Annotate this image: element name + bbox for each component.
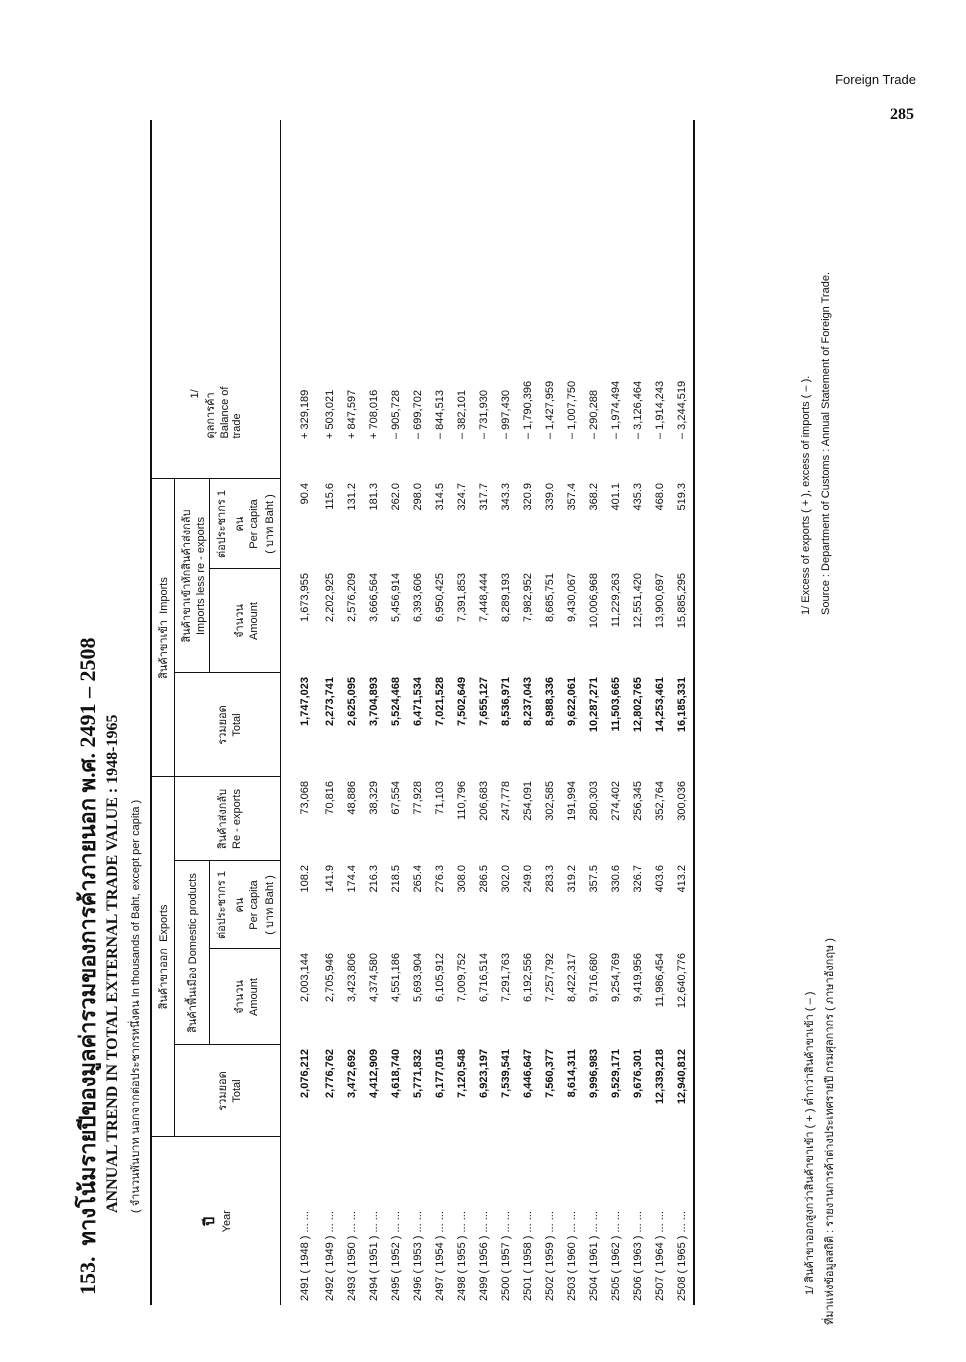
cell-year: 2502 ( 1959 ) ... ... bbox=[544, 1211, 556, 1301]
source-thai: ที่มาแห่งข้อมูลสถิติ : รายงานการค้าต่างประเทศรายปี กรมศุลกากร ( ภาษาอังกฤษ ) bbox=[824, 938, 836, 1325]
table-row bbox=[363, 120, 385, 1305]
cell-dom-amount: 8,422,317 bbox=[566, 953, 578, 1002]
table-body bbox=[281, 120, 695, 1305]
table-row bbox=[473, 120, 495, 1305]
cell-year: 2491 ( 1948 ) ... ... bbox=[299, 1211, 311, 1301]
cell-iml-pc: 314.5 bbox=[434, 483, 446, 511]
cell-iml-pc: 320.9 bbox=[522, 483, 534, 511]
cell-reexp: 70,816 bbox=[324, 781, 336, 815]
exports-header-th: สินค้าขาออก bbox=[158, 948, 170, 1010]
reexports-header-th: สินค้าส่งกลับ bbox=[216, 788, 229, 850]
table-row bbox=[281, 120, 320, 1305]
cell-dom-pc: 265.4 bbox=[412, 865, 424, 893]
cell-dom-amount: 9,716,680 bbox=[588, 953, 600, 1002]
cell-imp-total: 1,747,023 bbox=[299, 677, 311, 726]
cell-imp-total: 6,471,534 bbox=[412, 677, 424, 726]
exports-header bbox=[151, 777, 175, 1137]
table-number: 153. bbox=[75, 1256, 100, 1295]
cell-dom-amount: 6,105,912 bbox=[434, 953, 446, 1002]
cell-imp-total: 7,021,528 bbox=[434, 677, 446, 726]
dom-per-capita-en: Per capita bbox=[248, 880, 260, 930]
cell-reexp: 77,928 bbox=[412, 781, 424, 815]
cell-iml-amount: 8,685,751 bbox=[544, 573, 556, 622]
imports-less-header-en: Imports less re - exports bbox=[195, 517, 207, 635]
cell-imp-total: 2,625,095 bbox=[346, 677, 358, 726]
imports-header-th: สินค้าขาเข้า bbox=[158, 619, 170, 679]
cell-reexp: 206,683 bbox=[478, 781, 490, 821]
cell-reexp: 256,345 bbox=[632, 781, 644, 821]
cell-dom-pc: 308.0 bbox=[456, 865, 468, 893]
imports-header-en: Imports bbox=[158, 577, 170, 614]
cell-exp-total: 12,339,218 bbox=[654, 1049, 666, 1105]
table-row bbox=[319, 120, 341, 1305]
cell-iml-pc: 339.0 bbox=[544, 483, 556, 511]
cell-iml-amount: 9,430,067 bbox=[566, 573, 578, 622]
cell-iml-pc: 298.0 bbox=[412, 483, 424, 511]
cell-dom-amount: 2,003,144 bbox=[299, 953, 311, 1002]
cell-imp-total: 7,502,649 bbox=[456, 677, 468, 726]
cell-balance: – 3,126,464 bbox=[632, 380, 644, 439]
cell-year: 2505 ( 1962 ) ... ... bbox=[610, 1211, 622, 1301]
domestic-header-en: Domestic products bbox=[187, 873, 199, 965]
imports-total-en: Total bbox=[230, 713, 243, 737]
cell-year: 2508 ( 1965 ) ... ... bbox=[676, 1211, 688, 1301]
cell-iml-amount: 8,289,193 bbox=[500, 573, 512, 622]
table-row bbox=[627, 120, 649, 1305]
cell-imp-total: 5,524,468 bbox=[390, 677, 402, 726]
cell-reexp: 38,329 bbox=[368, 781, 380, 815]
cell-imp-total: 7,655,127 bbox=[478, 677, 490, 726]
unit-note: ( จำนวนพันบาท นอกจากต่อประชากรหนึ่งคน In thousands of Baht, except per capita ) bbox=[130, 799, 142, 1213]
cell-dom-pc: 283.3 bbox=[544, 865, 556, 893]
iml-per-capita-en: Per capita bbox=[248, 499, 260, 549]
cell-iml-amount: 2,202,925 bbox=[324, 573, 336, 622]
imports-total-header bbox=[175, 673, 281, 777]
exports-total-header bbox=[175, 1045, 281, 1137]
cell-dom-pc: 276.3 bbox=[434, 865, 446, 893]
cell-dom-amount: 5,693,904 bbox=[412, 953, 424, 1002]
cell-imp-total: 8,536,971 bbox=[500, 677, 512, 726]
cell-dom-amount: 3,423,806 bbox=[346, 953, 358, 1002]
cell-balance: + 329,189 bbox=[299, 389, 311, 439]
cell-reexp: 352,764 bbox=[654, 781, 666, 821]
trade-table bbox=[150, 120, 695, 1305]
cell-exp-total: 2,776,762 bbox=[324, 1049, 336, 1098]
footnote-thai: 1/ สินค้าขาออกสูงกว่าสินค้าขาเข้า ( + ) ต่ำกว่าสินค้าขาเข้า ( – ) bbox=[804, 991, 816, 1295]
cell-reexp: 280,303 bbox=[588, 781, 600, 821]
cell-reexp: 254,091 bbox=[522, 781, 534, 821]
cell-dom-pc: 357.5 bbox=[588, 865, 600, 893]
cell-exp-total: 9,676,301 bbox=[632, 1049, 644, 1098]
cell-iml-pc: 317.7 bbox=[478, 483, 490, 511]
cell-dom-pc: 413.2 bbox=[676, 865, 688, 893]
cell-imp-total: 9,622,061 bbox=[566, 677, 578, 726]
cell-iml-pc: 262.0 bbox=[390, 483, 402, 511]
cell-imp-total: 14,253,461 bbox=[654, 677, 666, 733]
cell-dom-amount: 9,254,769 bbox=[610, 953, 622, 1002]
cell-year: 2495 ( 1952 ) ... ... bbox=[390, 1211, 402, 1301]
cell-dom-pc: 286.5 bbox=[478, 865, 490, 893]
cell-imp-total: 2,273,741 bbox=[324, 677, 336, 726]
table-row bbox=[451, 120, 473, 1305]
cell-year: 2507 ( 1964 ) ... ... bbox=[654, 1211, 666, 1301]
imports-less-header bbox=[175, 479, 210, 673]
page-number: 285 bbox=[890, 106, 914, 123]
cell-balance: – 1,914,243 bbox=[654, 380, 666, 439]
cell-year: 2503 ( 1960 ) ... ... bbox=[566, 1211, 578, 1301]
cell-iml-pc: 343.3 bbox=[500, 483, 512, 511]
cell-iml-amount: 6,950,425 bbox=[434, 573, 446, 622]
cell-iml-amount: 7,391,853 bbox=[456, 573, 468, 622]
cell-dom-pc: 403.6 bbox=[654, 865, 666, 893]
title-thai-text: ทางโน้มรายปีของมูลค่ารวมของการค้าภายนอก พ.ศ. 2491 – 2508 bbox=[75, 637, 100, 1246]
iml-amount-en: Amount bbox=[248, 602, 260, 640]
cell-year: 2492 ( 1949 ) ... ... bbox=[324, 1211, 336, 1301]
cell-exp-total: 6,446,647 bbox=[522, 1049, 534, 1098]
reexports-header bbox=[175, 777, 281, 861]
cell-dom-pc: 330.6 bbox=[610, 865, 622, 893]
dom-per-capita-unit: ( บาท Baht ) bbox=[264, 875, 276, 935]
cell-reexp: 73,068 bbox=[299, 781, 311, 815]
cell-iml-pc: 90.4 bbox=[299, 483, 311, 505]
table-row bbox=[385, 120, 407, 1305]
cell-balance: – 699,702 bbox=[412, 390, 424, 439]
cell-dom-pc: 326.7 bbox=[632, 865, 644, 893]
cell-imp-total: 8,988,336 bbox=[544, 677, 556, 726]
cell-exp-total: 7,539,541 bbox=[500, 1049, 512, 1098]
table-row bbox=[341, 120, 363, 1305]
cell-dom-pc: 218.5 bbox=[390, 865, 402, 893]
year-header-en: Year bbox=[221, 1210, 233, 1233]
cell-balance: – 1,974,494 bbox=[610, 380, 622, 439]
footnote-english: 1/ Excess of exports ( + ), excess of imports ( – ). bbox=[800, 375, 812, 615]
cell-dom-amount: 7,009,752 bbox=[456, 953, 468, 1002]
cell-iml-pc: 435.3 bbox=[632, 483, 644, 511]
cell-dom-amount: 9,419,956 bbox=[632, 953, 644, 1002]
cell-imp-total: 12,802,765 bbox=[632, 677, 644, 733]
cell-year: 2501 ( 1958 ) ... ... bbox=[522, 1211, 534, 1301]
cell-imp-total: 16,185,331 bbox=[676, 677, 688, 733]
balance-header-en: Balance of trade bbox=[219, 386, 243, 439]
cell-dom-pc: 216.3 bbox=[368, 865, 380, 893]
cell-iml-amount: 12,551,420 bbox=[632, 573, 644, 629]
table-row bbox=[583, 120, 605, 1305]
cell-imp-total: 10,287,271 bbox=[588, 677, 600, 733]
cell-iml-amount: 13,900,697 bbox=[654, 573, 666, 629]
cell-dom-amount: 7,291,763 bbox=[500, 953, 512, 1002]
cell-iml-amount: 2,576,209 bbox=[346, 573, 358, 622]
table-row bbox=[671, 120, 694, 1305]
cell-year: 2499 ( 1956 ) ... ... bbox=[478, 1211, 490, 1301]
cell-dom-amount: 7,257,792 bbox=[544, 953, 556, 1002]
iml-amount-header bbox=[210, 569, 281, 673]
cell-dom-pc: 141.9 bbox=[324, 865, 336, 893]
exports-total-en: Total bbox=[230, 1079, 243, 1103]
iml-per-capita-header bbox=[210, 479, 281, 569]
table-title-english: ANNUAL TREND IN TOTAL EXTERNAL TRADE VALUE : 1948-1965 bbox=[104, 714, 121, 1213]
cell-year: 2506 ( 1963 ) ... ... bbox=[632, 1211, 644, 1301]
cell-iml-amount: 5,456,914 bbox=[390, 573, 402, 622]
cell-iml-pc: 181.3 bbox=[368, 483, 380, 511]
cell-exp-total: 9,529,171 bbox=[610, 1049, 622, 1098]
cell-iml-amount: 3,666,564 bbox=[368, 573, 380, 622]
cell-exp-total: 6,177,015 bbox=[434, 1049, 446, 1098]
cell-exp-total: 6,923,197 bbox=[478, 1049, 490, 1098]
balance-header-th: ดุลการค้า bbox=[205, 392, 217, 439]
cell-imp-total: 3,704,893 bbox=[368, 677, 380, 726]
cell-exp-total: 7,560,377 bbox=[544, 1049, 556, 1098]
cell-exp-total: 9,996,983 bbox=[588, 1049, 600, 1098]
cell-dom-pc: 108.2 bbox=[299, 865, 311, 893]
table-row bbox=[649, 120, 671, 1305]
year-header-th: ปี bbox=[201, 1216, 217, 1226]
rotated-table-page bbox=[62, 115, 842, 1335]
balance-note: 1/ bbox=[189, 389, 201, 399]
source-english: Source : Department of Customs : Annual Statement of Foreign Trade. bbox=[820, 271, 832, 615]
section-header: Foreign Trade bbox=[835, 72, 916, 87]
cell-reexp: 48,886 bbox=[346, 781, 358, 815]
cell-iml-amount: 10,006,968 bbox=[588, 573, 600, 629]
cell-exp-total: 2,076,212 bbox=[299, 1049, 311, 1098]
cell-iml-pc: 324.7 bbox=[456, 483, 468, 511]
table-row bbox=[605, 120, 627, 1305]
year-header bbox=[151, 1137, 281, 1305]
cell-dom-pc: 302.0 bbox=[500, 865, 512, 893]
imports-total-th: รวมยอด bbox=[216, 705, 229, 745]
cell-year: 2494 ( 1951 ) ... ... bbox=[368, 1211, 380, 1301]
cell-exp-total: 7,120,548 bbox=[456, 1049, 468, 1098]
cell-reexp: 274,402 bbox=[610, 781, 622, 821]
cell-year: 2496 ( 1953 ) ... ... bbox=[412, 1211, 424, 1301]
cell-exp-total: 5,771,832 bbox=[412, 1049, 424, 1098]
cell-balance: – 1,007,750 bbox=[566, 380, 578, 439]
cell-year: 2500 ( 1957 ) ... ... bbox=[500, 1211, 512, 1301]
cell-year: 2504 ( 1961 ) ... ... bbox=[588, 1211, 600, 1301]
cell-year: 2498 ( 1955 ) ... ... bbox=[456, 1211, 468, 1301]
cell-balance: – 382,101 bbox=[456, 390, 468, 439]
dom-amount-en: Amount bbox=[248, 978, 260, 1016]
iml-per-capita-th: ต่อประชากร 1 คน bbox=[216, 490, 246, 558]
cell-dom-pc: 319.2 bbox=[566, 865, 578, 893]
cell-reexp: 110,796 bbox=[456, 781, 468, 820]
cell-dom-pc: 249.0 bbox=[522, 865, 534, 893]
imports-header bbox=[151, 479, 175, 777]
cell-reexp: 302,585 bbox=[544, 781, 556, 821]
cell-exp-total: 3,472,692 bbox=[346, 1049, 358, 1098]
cell-dom-pc: 174.4 bbox=[346, 865, 358, 893]
cell-dom-amount: 6,192,556 bbox=[522, 953, 534, 1002]
dom-per-capita-header bbox=[210, 861, 281, 949]
dom-per-capita-th: ต่อประชากร 1 คน bbox=[216, 871, 246, 939]
cell-balance: – 844,513 bbox=[434, 390, 446, 439]
cell-iml-amount: 7,982,952 bbox=[522, 573, 534, 622]
table-row bbox=[429, 120, 451, 1305]
cell-iml-amount: 7,448,444 bbox=[478, 573, 490, 622]
cell-balance: + 708,016 bbox=[368, 389, 380, 439]
domestic-header bbox=[175, 861, 210, 1045]
cell-reexp: 247,778 bbox=[500, 781, 512, 821]
iml-per-capita-unit: ( บาท Baht ) bbox=[264, 494, 276, 554]
cell-iml-amount: 1,673,955 bbox=[299, 573, 311, 622]
cell-dom-amount: 4,374,580 bbox=[368, 953, 380, 1002]
cell-balance: + 503,021 bbox=[324, 389, 336, 439]
cell-dom-amount: 12,640,776 bbox=[676, 953, 688, 1009]
cell-iml-pc: 115.6 bbox=[324, 483, 336, 510]
cell-iml-pc: 468.0 bbox=[654, 483, 666, 511]
cell-iml-amount: 11,229,263 bbox=[610, 573, 622, 628]
cell-imp-total: 8,237,043 bbox=[522, 677, 534, 726]
cell-year: 2497 ( 1954 ) ... ... bbox=[434, 1211, 446, 1301]
cell-reexp: 67,554 bbox=[390, 781, 402, 815]
table-title-thai bbox=[70, 637, 105, 1295]
cell-dom-amount: 2,705,946 bbox=[324, 953, 336, 1002]
exports-header-en: Exports bbox=[158, 904, 170, 942]
cell-iml-pc: 519.3 bbox=[676, 483, 688, 511]
cell-exp-total: 8,614,311 bbox=[566, 1049, 578, 1098]
table-row bbox=[539, 120, 561, 1305]
cell-balance: – 1,790,396 bbox=[522, 380, 534, 439]
cell-iml-amount: 6,393,606 bbox=[412, 573, 424, 622]
cell-imp-total: 11,503,665 bbox=[610, 677, 622, 732]
cell-reexp: 191,994 bbox=[566, 781, 578, 821]
cell-balance: – 905,728 bbox=[390, 390, 402, 439]
iml-amount-th: จำนวน bbox=[234, 604, 246, 638]
cell-dom-amount: 11,986,454 bbox=[654, 953, 666, 1008]
table-row bbox=[495, 120, 517, 1305]
table-row bbox=[561, 120, 583, 1305]
cell-iml-pc: 131.2 bbox=[346, 483, 358, 511]
balance-header bbox=[151, 120, 281, 479]
cell-reexp: 71,103 bbox=[434, 781, 446, 815]
imports-less-header-th: สินค้าขาเข้าหักสินค้าส่งกลับ bbox=[181, 509, 193, 643]
dom-amount-th: จำนวน bbox=[234, 980, 246, 1014]
cell-balance: – 731,930 bbox=[478, 390, 490, 439]
cell-dom-amount: 6,716,514 bbox=[478, 953, 490, 1002]
cell-balance: – 3,244,519 bbox=[676, 380, 688, 439]
dom-amount-header bbox=[210, 949, 281, 1045]
cell-dom-amount: 4,551,186 bbox=[390, 953, 402, 1002]
cell-balance: – 997,430 bbox=[500, 390, 512, 439]
reexports-header-en: Re - exports bbox=[230, 789, 243, 849]
cell-exp-total: 12,940,812 bbox=[676, 1049, 688, 1105]
cell-year: 2493 ( 1950 ) ... ... bbox=[346, 1211, 358, 1301]
cell-iml-pc: 357.4 bbox=[566, 483, 578, 511]
cell-iml-pc: 401.1 bbox=[610, 483, 622, 511]
cell-balance: – 290,288 bbox=[588, 390, 600, 439]
cell-exp-total: 4,412,909 bbox=[368, 1049, 380, 1098]
cell-iml-pc: 368.2 bbox=[588, 483, 600, 511]
cell-reexp: 300,036 bbox=[676, 781, 688, 821]
cell-balance: + 847,597 bbox=[346, 389, 358, 439]
cell-balance: – 1,427,959 bbox=[544, 380, 556, 439]
table-row bbox=[517, 120, 539, 1305]
exports-total-th: รวมยอด bbox=[216, 1071, 229, 1111]
cell-exp-total: 4,618,740 bbox=[390, 1049, 402, 1098]
table-row bbox=[407, 120, 429, 1305]
cell-iml-amount: 15,885,295 bbox=[676, 573, 688, 629]
domestic-header-th: สินค้าพื้นเมือง bbox=[187, 967, 199, 1033]
